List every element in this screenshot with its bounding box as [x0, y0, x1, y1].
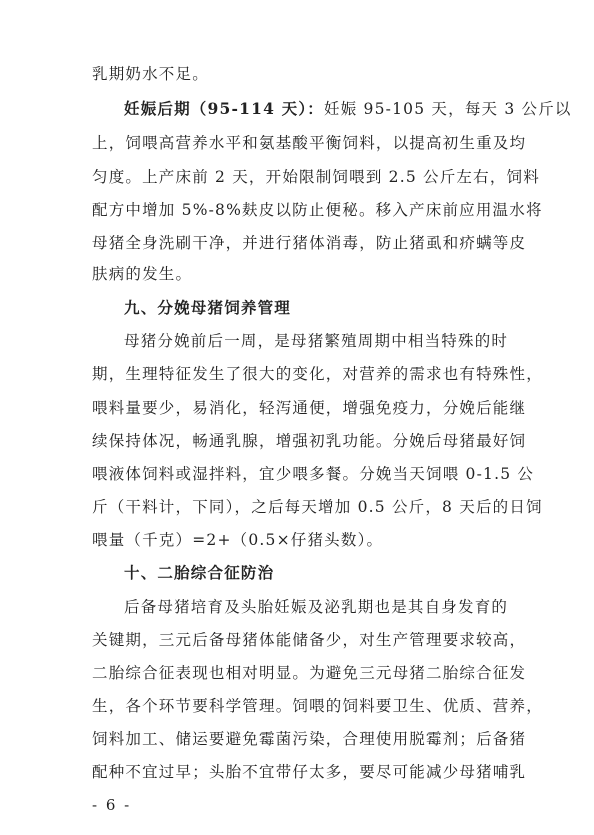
body-line: 关键期，三元后备母猪体能储备少，对生产管理要求较高， — [92, 631, 527, 649]
body-line: 母猪全身洗刷干净，并进行猪体消毒，防止猪虱和疥螨等皮 — [92, 234, 527, 252]
page-number: - 6 - — [92, 796, 132, 814]
body-line: 斤（干料计，下同），之后每天增加 0.5 公斤，8 天后的日饲 — [92, 498, 543, 516]
subheading-late-pregnancy: 妊娠后期（95-114 天）： — [124, 99, 325, 118]
section-heading-9: 九、分娩母猪饲养管理 — [124, 299, 292, 317]
section-heading-10: 十、二胎综合征防治 — [124, 564, 275, 582]
body-line: 后备母猪培育及头胎妊娠及泌乳期也是其自身发育的 — [124, 598, 509, 616]
body-line: 期，生理特征发生了很大的变化，对营养的需求也有特殊性， — [92, 365, 543, 383]
body-line: 喂量（千克）=2+（0.5×仔猪头数）。 — [92, 531, 384, 549]
body-line: 匀度。上产床前 2 天，开始限制饲喂到 2.5 公斤左右，饲料 — [92, 168, 540, 186]
body-line: 喂液体饲料或湿拌料，宜少喂多餐。分娩当天饲喂 0-1.5 公 — [92, 465, 535, 483]
body-text: 妊娠 95-105 天，每天 3 公斤以 — [324, 100, 572, 118]
body-line: 续保持体况，畅通乳腺，增强初乳功能。分娩后母猪最好饲 — [92, 432, 527, 450]
body-line: 二胎综合征表现也相对明显。为避免三元母猪二胎综合征发 — [92, 664, 527, 682]
body-line: 上，饲喂高营养水平和氨基酸平衡饲料，以提高初生重及均 — [92, 134, 527, 152]
body-line: 配种不宜过早；头胎不宜带仔太多，要尽可能减少母猪哺乳 — [92, 763, 527, 781]
body-line: 配方中增加 5%-8%麸皮以防止便秘。移入产床前应用温水将 — [92, 201, 543, 219]
body-line: 喂料量要少，易消化，轻泻通便，增强免疫力，分娩后能继 — [92, 399, 527, 417]
body-line: 饲料加工、储运要避免霉菌污染，合理使用脱霉剂；后备猪 — [92, 730, 527, 748]
body-line: 母猪分娩前后一周，是母猪繁殖周期中相当特殊的时 — [124, 332, 509, 350]
body-line: 生，各个环节要科学管理。饲喂的饲料要卫生、优质、营养， — [92, 697, 543, 715]
paragraph-line — [124, 99, 572, 119]
body-line: 肤病的发生。 — [92, 265, 193, 283]
body-line: 乳期奶水不足。 — [92, 65, 209, 83]
